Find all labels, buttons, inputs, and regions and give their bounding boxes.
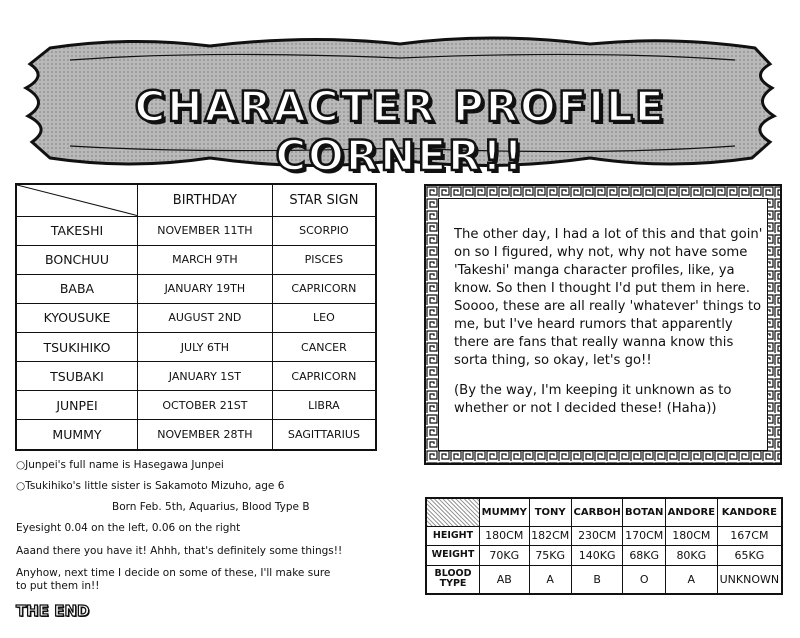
column-header: TONY	[529, 498, 571, 526]
table-cell: UNKNOWN	[717, 565, 782, 594]
table-row	[16, 333, 376, 362]
character-name: JUNPEI	[16, 391, 138, 420]
note-line: to put them in!!	[16, 580, 100, 592]
birthday-value: NOVEMBER 11TH	[138, 216, 273, 245]
table-cell: 230CM	[571, 526, 623, 546]
birthday-value: OCTOBER 21ST	[138, 391, 273, 420]
column-header: MUMMY	[480, 498, 530, 526]
table-cell: A	[665, 565, 717, 594]
note-line: ○Junpei's full name is Hasegawa Junpei	[16, 459, 224, 471]
column-header: ANDORE	[665, 498, 717, 526]
row-label	[426, 565, 480, 594]
commentary-paragraph: (By the way, I'm keeping it unknown as to whether or not I decided these! (Haha))	[454, 383, 732, 416]
table-cell: B	[571, 565, 623, 594]
table-cell: 70KG	[480, 546, 530, 566]
table-row	[16, 362, 376, 391]
corner-cell	[16, 184, 138, 216]
table-cell: 180CM	[480, 526, 530, 546]
note-line: Born Feb. 5th, Aquarius, Blood Type B	[112, 501, 310, 513]
birthday-value: MARCH 9TH	[138, 245, 273, 274]
table-row	[426, 565, 782, 594]
table-cell: 182CM	[529, 526, 571, 546]
row-label: HEIGHT	[426, 526, 480, 546]
table-row	[426, 546, 782, 566]
character-name: TSUKIHIKO	[16, 333, 138, 362]
note-line: Anyhow, next time I decide on some of these, I'll make sure	[16, 567, 331, 579]
table-cell: 68KG	[623, 546, 665, 566]
birthday-table	[15, 183, 377, 451]
commentary-paragraph: The other day, I had a lot of this and that goin' on so I figured, why not, why not have some 'Takeshi' manga character profiles, like, ya know. So then I thought I'd put them in here. Soooo, these are all really 'whatever' things to me, but I've heard rumors that apparently there are fans that really wanna know this sorta thing, so okay, let's go!!	[454, 227, 763, 368]
birthday-value: JULY 6TH	[138, 333, 273, 362]
banner-title: CHARACTER PROFILE CORNER!!	[134, 82, 666, 180]
corner-diagonal	[17, 185, 137, 216]
column-header: KANDORE	[717, 498, 782, 526]
table-cell: 140KG	[571, 546, 623, 566]
birthday-value: AUGUST 2ND	[138, 303, 273, 332]
table-cell: 65KG	[717, 546, 782, 566]
the-end-label: THE END	[16, 602, 90, 620]
star-sign-value: SCORPIO	[272, 216, 376, 245]
row-label: WEIGHT	[426, 546, 480, 566]
note-line: Eyesight 0.04 on the left, 0.06 on the right	[16, 522, 241, 534]
commentary-box	[424, 184, 782, 465]
commentary-text	[454, 226, 770, 430]
table-row	[16, 274, 376, 303]
note-line: Aaand there you have it! Ahhh, that's definitely some things!!	[16, 545, 343, 557]
table-cell: 80KG	[665, 546, 717, 566]
header-birthday: BIRTHDAY	[138, 184, 273, 216]
table-row	[426, 526, 782, 546]
title-banner	[10, 30, 790, 180]
character-name: TSUBAKI	[16, 362, 138, 391]
birthday-value: JANUARY 1ST	[138, 362, 273, 391]
star-sign-value: LIBRA	[272, 391, 376, 420]
corner-cell	[426, 498, 480, 526]
table-row	[16, 303, 376, 332]
column-header: BOTAN	[623, 498, 665, 526]
star-sign-value: CANCER	[272, 333, 376, 362]
table-cell: O	[623, 565, 665, 594]
star-sign-value: SAGITTARIUS	[272, 420, 376, 450]
table-row	[16, 216, 376, 245]
table-cell: AB	[480, 565, 530, 594]
table-cell: 167CM	[717, 526, 782, 546]
table-row	[16, 420, 376, 450]
header-star-sign: STAR SIGN	[272, 184, 376, 216]
table-cell: 180CM	[665, 526, 717, 546]
character-name: KYOUSUKE	[16, 303, 138, 332]
table-cell: 75KG	[529, 546, 571, 566]
table-cell: A	[529, 565, 571, 594]
table-header-row	[426, 498, 782, 526]
table-header-row	[16, 184, 376, 216]
row-label-line: BLOOD	[434, 568, 472, 580]
star-sign-value: PISCES	[272, 245, 376, 274]
table-cell: 170CM	[623, 526, 665, 546]
table-row	[16, 391, 376, 420]
character-name: TAKESHI	[16, 216, 138, 245]
table-row	[16, 245, 376, 274]
stats-table	[425, 497, 783, 595]
character-name: MUMMY	[16, 420, 138, 450]
note-line: ○Tsukihiko's little sister is Sakamoto Mizuho, age 6	[16, 480, 285, 492]
row-label-line: TYPE	[439, 578, 467, 590]
star-sign-value: LEO	[272, 303, 376, 332]
star-sign-value: CAPRICORN	[272, 274, 376, 303]
birthday-value: JANUARY 19TH	[138, 274, 273, 303]
birthday-value: NOVEMBER 28TH	[138, 420, 273, 450]
character-name: BONCHUU	[16, 245, 138, 274]
column-header: CARBOH	[571, 498, 623, 526]
star-sign-value: CAPRICORN	[272, 362, 376, 391]
character-name: BABA	[16, 274, 138, 303]
